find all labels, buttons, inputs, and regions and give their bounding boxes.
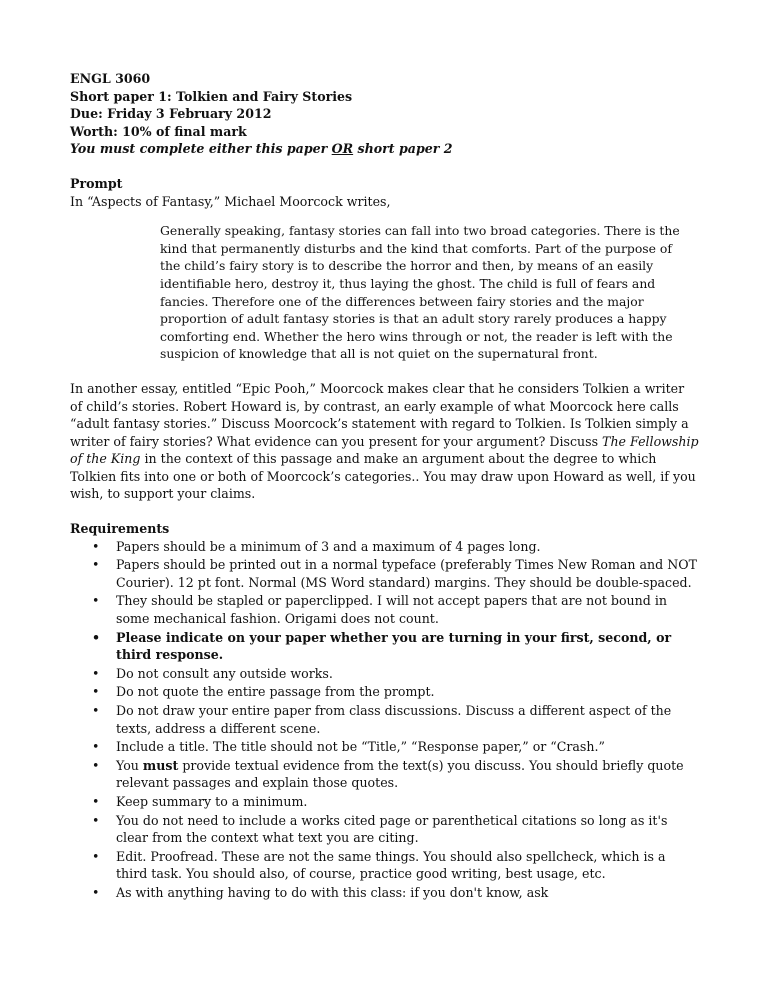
moorcock-quote: Generally speaking, fantasy stories can fall into two broad categories. There is the kind that permanently disturbs and the kind that comforts. Part of the purpose of the child’s fairy story is to describe the horror and then, by means of an easily identifiable hero, destroy it, thus laying the ghost. The child is full of fears and fancies. Therefore one of the differences between fairy stories and the major proportion of adult fantasy stories is that an adult story rarely produces a happy comforting end. Whether the hero wins through or not, the reader is left with the suspicion of knowledge that all is not quiet on the supernatural front. [160, 223, 680, 362]
list-item: • Papers should be a minimum of 3 and a maximum of 4 pages long. [70, 538, 700, 556]
assignment-header [70, 70, 700, 158]
document-page [70, 70, 700, 903]
must-word: must [142, 757, 179, 773]
choice-or: OR [331, 141, 354, 157]
list-item: • Please indicate on your paper whether you are turning in your first, second, or third response. [70, 629, 700, 664]
paper-choice-note [70, 140, 700, 158]
list-item: • You do not need to include a works cited page or parenthetical citations so long as it's clear from the context what text you are citing. [70, 812, 700, 847]
prompt-body [70, 380, 700, 503]
choice-post: short paper 2 [353, 141, 453, 157]
list-item: • Edit. Proofread. These are not the same things. You should also spellcheck, which is a third task. You should also, of course, practice good writing, best usage, etc. [70, 848, 700, 883]
list-item [70, 757, 700, 792]
list-item: • Include a title. The title should not be “Title,” “Response paper,” or “Crash.” [70, 738, 700, 756]
prompt-body-pre: In another essay, entitled “Epic Pooh,” Moorcock makes clear that he considers Tolkien a writer of child’s stories. Robert Howard is, by contrast, an early example of what Moorcock here calls “adult fantasy stories.” Discuss Moorcock’s statement with regard to Tolkien. Is Tolkien simply a writer of fairy stories? What evidence can you present for your argument? Discuss [70, 380, 689, 449]
list-item: • Keep summary to a minimum. [70, 793, 700, 811]
must-pre: You [116, 757, 143, 773]
list-item: • Papers should be printed out in a normal typeface (preferably Times New Roman and NOT Courier). 12 pt font. Normal (MS Word standard) margins. They should be double-spaced. [70, 556, 700, 591]
list-item: • They should be stapled or paperclipped. I will not accept papers that are not bound in some mechanical fashion. Origami does not count. [70, 592, 700, 627]
must-rest: provide textual evidence from the text(s) you discuss. You should briefly quote relevant passages and explain those quotes. [116, 757, 684, 791]
list-item: • Do not consult any outside works. [70, 665, 700, 683]
book-title: The Fellowship of the King [70, 433, 699, 467]
requirements-heading: Requirements [70, 521, 170, 537]
prompt-body-post: in the context of this passage and make an argument about the degree to which Tolkien fits into one or both of Moorcock’s categories.. You may draw upon Howard as well, if you wish, to support your claims. [70, 451, 696, 502]
due-date: Due: Friday 3 February 2012 [70, 106, 272, 122]
prompt-intro: In “Aspects of Fantasy,” Michael Moorcock writes, [70, 193, 391, 209]
prompt-heading: Prompt [70, 175, 123, 191]
choice-pre: You must complete either this paper [70, 141, 332, 157]
list-item: • Do not quote the entire passage from the prompt. [70, 683, 700, 701]
list-item: • Do not draw your entire paper from class discussions. Discuss a different aspect of the texts, address a different scene. [70, 702, 700, 737]
worth: Worth: 10% of final mark [70, 123, 247, 139]
assignment-title: Short paper 1: Tolkien and Fairy Stories [70, 88, 353, 104]
course-code: ENGL 3060 [70, 71, 151, 86]
list-item: • As with anything having to do with this class: if you don't know, ask [70, 884, 700, 902]
requirements-list [70, 538, 700, 902]
